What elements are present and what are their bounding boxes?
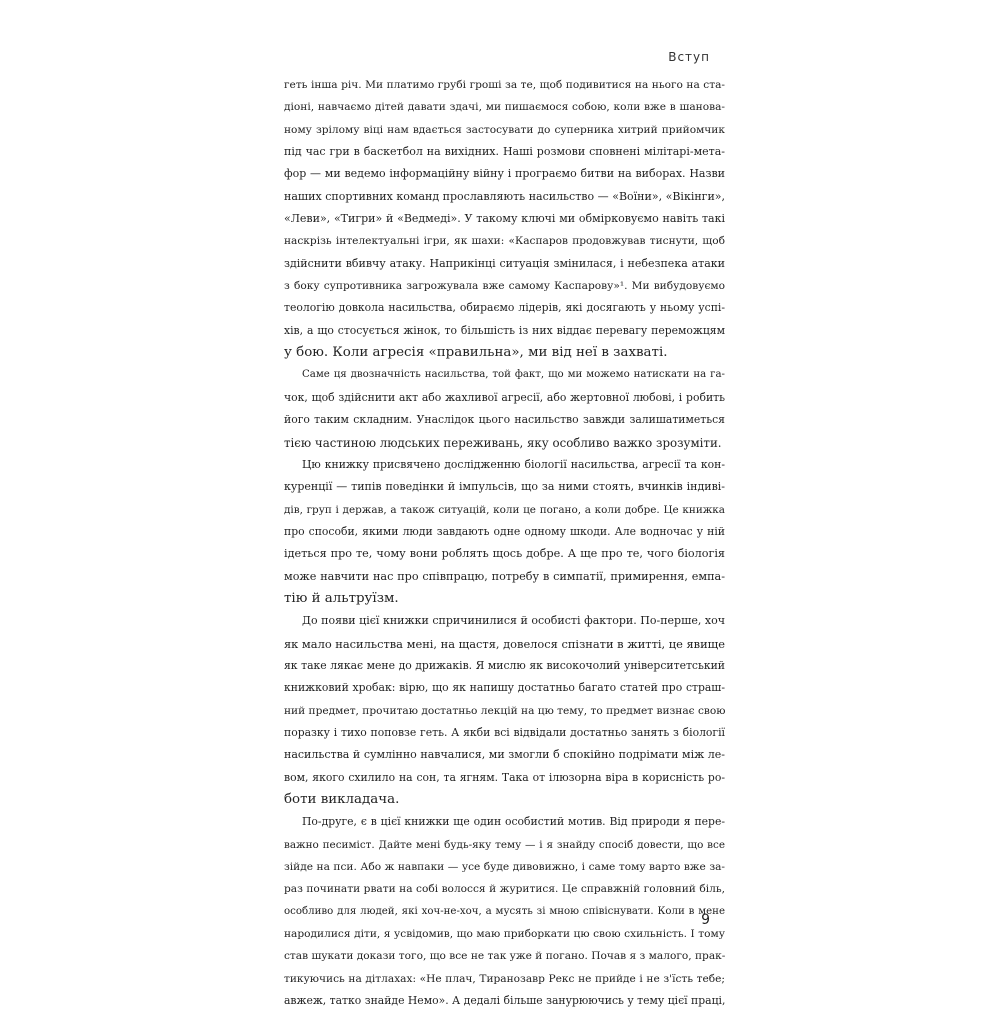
text-line: став шукати докази того, що все не так уже й погано. Почав я з малого, прак- [284, 950, 726, 963]
text-line: Цю книжку присвячено дослідженню біології насильства, агресії та кон- [302, 457, 725, 471]
text-line: куренції — типів поведінки й імпульсів, що за ними стоять, вчинків індиві- [284, 480, 725, 494]
text-line: Саме ця двозначність насильства, той факт, що ми можемо натискати на га- [302, 369, 725, 381]
text-line: у бою. Коли агресія «правильна», ми від неї в захваті. [284, 345, 668, 361]
text-line: поразку і тихо поповзе геть. А якби всі відвідали достатньо занять з біології [284, 725, 725, 739]
text-line: геть інша річ. Ми платимо грубі гроші за те, щоб подивитися на нього на ста- [284, 79, 725, 91]
text-line: про способи, якими люди завдають одне одному шкоди. Але водночас у ній [284, 524, 725, 538]
text-line: ний предмет, прочитаю достатньо лекцій на цю тему, то предмет визнає свою [284, 704, 726, 717]
text-line: вом, якого схилило на сон, та ягням. Така от ілюзорна віра в корисність ро- [284, 770, 725, 784]
body-text [284, 74, 725, 1012]
text-line: з боку супротивника загрожувала вже самому Каспарову»¹. Ми вибудовуємо [284, 280, 725, 293]
text-line: як таке лякає мене до дрижаків. Я мислю як високочолий університетський [284, 658, 725, 672]
text-line: тикуючись на дітлахах: «Не плач, Тиранозавр Рекс не прийде і не з'їсть тебе; [284, 972, 725, 985]
text-line: тію й альтруїзм. [284, 590, 399, 606]
text-line: зійде на пси. Або ж навпаки — усе буде дивовижно, і саме тому варто вже за- [284, 861, 725, 874]
text-line: діоні, навчаємо дітей давати здачі, ми пишаємося собою, коли вже в шанова- [284, 101, 725, 114]
text-line: авжеж, татко знайде Немо». А дедалі більше занурюючись у тему цієї праці, [284, 994, 726, 1008]
text-line: наших спортивних команд прославляють насильство — «Воїни», «Вікінги», [284, 189, 725, 203]
text-line: хів, а що стосується жінок, то більшість із них віддає перевагу переможцям [284, 323, 725, 337]
text-line: ідеться про те, чому вони роблять щось добре. А ще про те, чого біологія [284, 547, 725, 561]
text-line: дів, груп і держав, а також ситуацій, коли це погано, а коли добре. Це книжка [284, 503, 725, 516]
text-line: важно песиміст. Дайте мені будь-яку тему — і я знайду спосіб довести, що все [284, 838, 725, 851]
text-line: теологію довкола насильства, обираємо лідерів, які досягають у ньому успі- [284, 301, 725, 315]
text-line: чок, щоб здійснити акт або жахливої агресії, або жертовної любові, і робить [284, 390, 725, 404]
running-head: Вступ [668, 50, 710, 64]
text-line: може навчити нас про співпрацю, потребу в симпатії, примирення, емпа- [284, 569, 725, 583]
text-line: ному зрілому віці нам вдається застосувати до суперника хитрий прийомчик [284, 123, 725, 136]
text-line: фор — ми ведемо інформаційну війну і програємо битви на виборах. Назви [284, 167, 725, 181]
text-line: тією частиною людських переживань, яку особливо важко зрозуміти. [284, 435, 722, 450]
text-line: особливо для людей, які хоч-не-хоч, а мусять зі мною співіснувати. Коли в мене [284, 905, 725, 917]
text-line: народилися діти, я усвідомив, що маю приборкати цю свою схильність. І тому [284, 928, 725, 941]
page-number: 9 [701, 912, 710, 928]
text-line: До появи цієї книжки спричинилися й особисті фактори. По-перше, хоч [302, 614, 725, 628]
text-line: здійснити вбивчу атаку. Наприкінці ситуація змінилася, і небезпека атаки [284, 256, 725, 270]
text-line: раз починати рвати на собі волосся й журитися. Це справжній головний біль, [284, 883, 725, 896]
text-line: під час гри в баскетбол на вихідних. Наші розмови сповнені мілітарі-мета- [284, 145, 725, 159]
text-line: «Леви», «Тигри» й «Ведмеді». У такому ключі ми обмірковуємо навіть такі [284, 212, 725, 226]
text-line: По-друге, є в цієї книжки ще один особистий мотив. Від природи я пере- [302, 815, 725, 829]
text-line: насильства й сумлінно навчалися, ми змогли б спокійно подрімати між ле- [284, 748, 725, 762]
text-line: як мало насильства мені, на щастя, довелося спізнати в житті, це явище [284, 636, 725, 651]
text-line: наскрізь інтелектуальні ігри, як шахи: «Каспаров продовжував тиснути, щоб [284, 235, 725, 248]
text-line: його таким складним. Унаслідок цього насильство завжди залишатиметься [284, 413, 725, 427]
text-line: книжковий хробак: вірю, що як напишу достатньо багато статей про страш- [284, 681, 725, 695]
text-line: боти викладача. [284, 792, 400, 807]
